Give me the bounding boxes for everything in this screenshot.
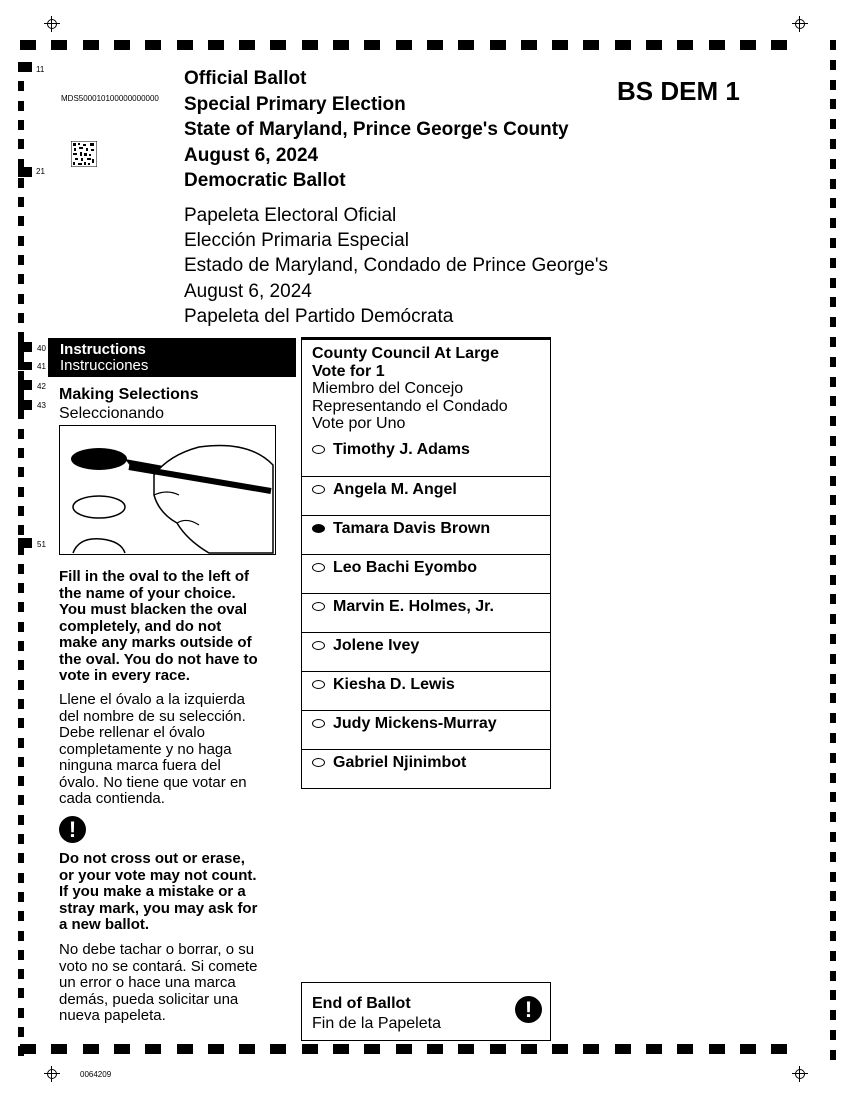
timing-mark [18, 216, 24, 226]
timing-mark [18, 834, 24, 844]
mark-label: 41 [37, 362, 46, 371]
oval-empty[interactable] [312, 485, 325, 494]
timing-mark [677, 40, 693, 50]
timing-mark [830, 792, 836, 802]
timing-mark [18, 699, 24, 709]
warning-instructions-es: No debe tachar o borrar, o su voto no se contará. Si comete un error o hace una marca demás, pueda solicitar una nueva papeleta. [59, 941, 258, 1024]
mark-label: 21 [36, 167, 45, 176]
timing-mark [18, 538, 32, 548]
timing-mark [177, 40, 193, 50]
timing-mark [18, 236, 24, 246]
timing-mark [830, 476, 836, 486]
timing-mark [709, 40, 725, 50]
timing-mark [830, 159, 836, 169]
timing-mark [18, 988, 24, 998]
timing-mark [830, 60, 836, 70]
timing-mark [18, 525, 24, 535]
fill-instructions: Fill in the oval to the left of the name of your choice. You must blacken the oval completely, and do not make any marks outside of the oval. You do not have to vote in every race. [59, 568, 258, 684]
timing-mark [396, 1044, 412, 1054]
timing-mark [830, 278, 836, 288]
timing-mark [830, 99, 836, 109]
timing-mark [18, 294, 24, 304]
candidate-row[interactable] [302, 710, 550, 749]
timing-mark [830, 436, 836, 446]
timing-mark [646, 40, 662, 50]
timing-mark [18, 1027, 24, 1037]
timing-mark [830, 535, 836, 545]
timing-mark [740, 1044, 756, 1054]
timing-mark [333, 40, 349, 50]
timing-mark [18, 680, 24, 690]
timing-mark [18, 197, 24, 207]
candidate-row[interactable] [302, 632, 550, 671]
timing-mark [364, 40, 380, 50]
oval-empty[interactable] [312, 758, 325, 767]
timing-mark [18, 911, 24, 921]
timing-mark [18, 718, 24, 728]
timing-mark [18, 622, 24, 632]
timing-mark [18, 390, 24, 400]
timing-mark [83, 1044, 99, 1054]
timing-mark [51, 1044, 67, 1054]
timing-mark [239, 40, 255, 50]
timing-mark [552, 1044, 568, 1054]
timing-mark [830, 258, 836, 268]
timing-mark [18, 969, 24, 979]
timing-mark [177, 1044, 193, 1054]
instructions-panel [48, 338, 296, 377]
timing-mark [830, 911, 836, 921]
candidate-row[interactable] [302, 437, 550, 475]
timing-mark [18, 506, 24, 516]
timing-mark [18, 255, 24, 265]
timing-mark [830, 80, 836, 90]
timing-mark [18, 583, 24, 593]
timing-mark [830, 832, 836, 842]
end-of-ballot-label-es: Fin de la Papeleta [312, 1015, 441, 1032]
oval-empty[interactable] [312, 445, 325, 454]
timing-mark [18, 892, 24, 902]
instructions-header [48, 338, 296, 377]
timing-mark [20, 40, 36, 50]
ballot-style-code: BS DEM 1 [617, 76, 740, 106]
qr-code [71, 141, 97, 167]
mark-label: 43 [37, 401, 46, 410]
registration-mark [44, 1066, 60, 1082]
timing-mark [18, 342, 32, 352]
timing-mark [18, 274, 24, 284]
timing-mark [830, 515, 836, 525]
timing-mark [830, 238, 836, 248]
timing-mark [830, 891, 836, 901]
timing-mark [208, 40, 224, 50]
timing-mark [18, 931, 24, 941]
timing-mark [333, 1044, 349, 1054]
timing-mark [771, 1044, 787, 1054]
instructions-title: Instructions [60, 341, 146, 358]
contest-header [302, 340, 550, 433]
timing-mark [458, 40, 474, 50]
mark-label: 51 [37, 540, 46, 549]
contest-title-es-1: Miembro del Concejo [312, 380, 464, 397]
timing-mark [18, 738, 24, 748]
election-date: August 6, 2024 [184, 144, 319, 166]
timing-mark [18, 1008, 24, 1018]
timing-mark [145, 40, 161, 50]
timing-mark [18, 139, 24, 149]
timing-mark [18, 873, 24, 883]
timing-mark [18, 448, 24, 458]
timing-mark [830, 1050, 836, 1060]
timing-mark [18, 62, 32, 72]
election-name-es: Elección Primaria Especial [184, 230, 409, 252]
timing-mark [830, 218, 836, 228]
mark-label: 42 [37, 382, 46, 391]
timing-mark [583, 40, 599, 50]
timing-mark [830, 456, 836, 466]
timing-mark [18, 660, 24, 670]
timing-mark [830, 812, 836, 822]
timing-mark [114, 1044, 130, 1054]
timing-mark [830, 971, 836, 981]
timing-mark [521, 1044, 537, 1054]
timing-mark [427, 40, 443, 50]
timing-mark [83, 40, 99, 50]
timing-mark [830, 297, 836, 307]
candidate-name: Jolene Ivey [333, 637, 420, 654]
ballot-id-code: MDS500010100000000000 [61, 94, 159, 103]
timing-mark [615, 40, 631, 50]
election-name: Special Primary Election [184, 93, 406, 115]
oval-filled[interactable] [312, 524, 325, 533]
timing-mark [302, 1044, 318, 1054]
timing-mark [552, 40, 568, 50]
mark-label: 40 [37, 344, 46, 353]
timing-mark [18, 467, 24, 477]
registration-mark [44, 16, 60, 32]
timing-mark [18, 81, 24, 91]
registration-mark [792, 16, 808, 32]
vote-for: Vote for 1 [312, 362, 385, 380]
end-of-ballot-label: End of Ballot [312, 995, 411, 1012]
oval-empty[interactable] [312, 719, 325, 728]
timing-mark [18, 313, 24, 323]
candidate-row[interactable] [302, 515, 550, 554]
timing-mark [646, 1044, 662, 1054]
candidate-name: Kiesha D. Lewis [333, 676, 455, 693]
timing-mark [490, 1044, 506, 1054]
timing-mark [830, 931, 836, 941]
timing-mark [830, 119, 836, 129]
timing-mark [18, 409, 24, 419]
timing-mark [521, 40, 537, 50]
ballot-title: Official Ballot [184, 68, 307, 89]
timing-mark [458, 1044, 474, 1054]
timing-mark [830, 594, 836, 604]
timing-mark [114, 40, 130, 50]
timing-mark [830, 614, 836, 624]
timing-mark [145, 1044, 161, 1054]
timing-mark [396, 40, 412, 50]
timing-mark [270, 40, 286, 50]
header-spanish [184, 203, 608, 329]
mark-label: 11 [36, 65, 45, 74]
oval-empty[interactable] [312, 641, 325, 650]
timing-mark [830, 337, 836, 347]
timing-mark [18, 853, 24, 863]
timing-mark [830, 317, 836, 327]
candidate-row[interactable] [302, 671, 550, 710]
timing-mark [18, 167, 32, 177]
timing-mark [18, 362, 32, 370]
ballot-title-es: Papeleta Electoral Oficial [184, 205, 397, 226]
timing-mark [830, 713, 836, 723]
candidate-name: Marvin E. Holmes, Jr. [333, 598, 494, 615]
timing-mark [427, 1044, 443, 1054]
timing-mark [830, 396, 836, 406]
warning-icon: ! [515, 996, 542, 1023]
timing-mark [771, 40, 787, 50]
timing-mark [830, 773, 836, 783]
timing-mark [830, 634, 836, 644]
timing-mark [830, 40, 836, 50]
timing-mark [709, 1044, 725, 1054]
timing-mark [830, 179, 836, 189]
timing-mark [302, 40, 318, 50]
election-date-es: August 6, 2024 [184, 280, 312, 302]
timing-mark [270, 1044, 286, 1054]
oval-empty[interactable] [312, 602, 325, 611]
timing-mark [830, 674, 836, 684]
header-english [184, 66, 569, 194]
timing-mark [830, 990, 836, 1000]
candidate-name: Angela M. Angel [333, 481, 457, 498]
timing-mark [830, 733, 836, 743]
timing-mark [18, 950, 24, 960]
timing-mark [18, 757, 24, 767]
timing-mark [830, 1030, 836, 1040]
jurisdiction: State of Maryland, Prince George's County [184, 119, 569, 140]
timing-mark [18, 178, 24, 188]
oval-empty[interactable] [312, 563, 325, 572]
candidate-name: Gabriel Njinimbot [333, 754, 467, 771]
fill-instructions-es: Llene el óvalo a la izquierda del nombre de su selección. Debe rellenar el óvalo completamente y no haga ninguna marca fuera del óvalo. No tiene que votar en cada contienda. [59, 691, 247, 807]
contest-title: County Council At Large [312, 345, 499, 362]
party-ballot-es: Papeleta del Partido Demócrata [184, 305, 454, 327]
candidate-name: Timothy J. Adams [333, 441, 470, 458]
serial-number: 0064209 [80, 1070, 112, 1079]
timing-mark [830, 872, 836, 882]
warning-icon: ! [59, 816, 86, 843]
timing-mark [830, 951, 836, 961]
instructions-title-es: Instrucciones [60, 357, 149, 374]
timing-mark [18, 487, 24, 497]
timing-mark [830, 416, 836, 426]
warning-instructions: Do not cross out or erase, or your vote may not count. If you make a mistake or a stray mark, you may ask for a new ballot. [59, 850, 258, 933]
timing-mark [18, 380, 32, 390]
registration-mark [792, 1066, 808, 1082]
oval-empty[interactable] [312, 680, 325, 689]
timing-mark [18, 795, 24, 805]
timing-mark [615, 1044, 631, 1054]
candidate-row[interactable] [302, 749, 550, 788]
timing-mark [18, 120, 24, 130]
timing-mark [830, 139, 836, 149]
candidate-row[interactable] [302, 476, 550, 515]
candidate-name: Leo Bachi Eyombo [333, 559, 478, 576]
making-selections-heading: Making Selections [59, 386, 199, 403]
timing-mark [830, 575, 836, 585]
timing-mark [830, 693, 836, 703]
candidate-name: Judy Mickens-Murray [333, 715, 497, 732]
timing-mark [51, 40, 67, 50]
vote-for-es: Vote por Uno [312, 415, 406, 432]
timing-mark [18, 101, 24, 111]
timing-mark [583, 1044, 599, 1054]
timing-mark [18, 602, 24, 612]
timing-mark [18, 332, 24, 342]
timing-mark [18, 352, 24, 362]
marking-illustration [59, 425, 276, 555]
candidate-row[interactable] [302, 554, 550, 593]
timing-mark [239, 1044, 255, 1054]
timing-mark [490, 40, 506, 50]
timing-mark [830, 495, 836, 505]
timing-mark [18, 641, 24, 651]
timing-mark [830, 654, 836, 664]
candidate-row[interactable] [302, 593, 550, 632]
timing-mark [830, 357, 836, 367]
timing-mark [18, 400, 32, 410]
timing-mark [18, 429, 24, 439]
timing-mark [18, 564, 24, 574]
making-selections-heading-es: Seleccionando [59, 405, 164, 422]
timing-mark [740, 40, 756, 50]
timing-mark [18, 1046, 24, 1056]
timing-mark [830, 198, 836, 208]
timing-mark [830, 852, 836, 862]
party-ballot: Democratic Ballot [184, 170, 346, 191]
candidate-name: Tamara Davis Brown [333, 520, 491, 537]
contest-title-es-2: Representando el Condado [312, 397, 508, 415]
timing-mark [830, 555, 836, 565]
contest-county-council [301, 337, 551, 789]
end-of-ballot-box [301, 982, 551, 1041]
timing-mark [830, 377, 836, 387]
timing-mark [18, 776, 24, 786]
timing-mark [830, 1010, 836, 1020]
timing-mark [18, 815, 24, 825]
timing-mark [208, 1044, 224, 1054]
timing-mark [677, 1044, 693, 1054]
jurisdiction-es: Estado de Maryland, Condado de Prince George's [184, 255, 608, 277]
timing-mark [364, 1044, 380, 1054]
timing-mark [830, 753, 836, 763]
